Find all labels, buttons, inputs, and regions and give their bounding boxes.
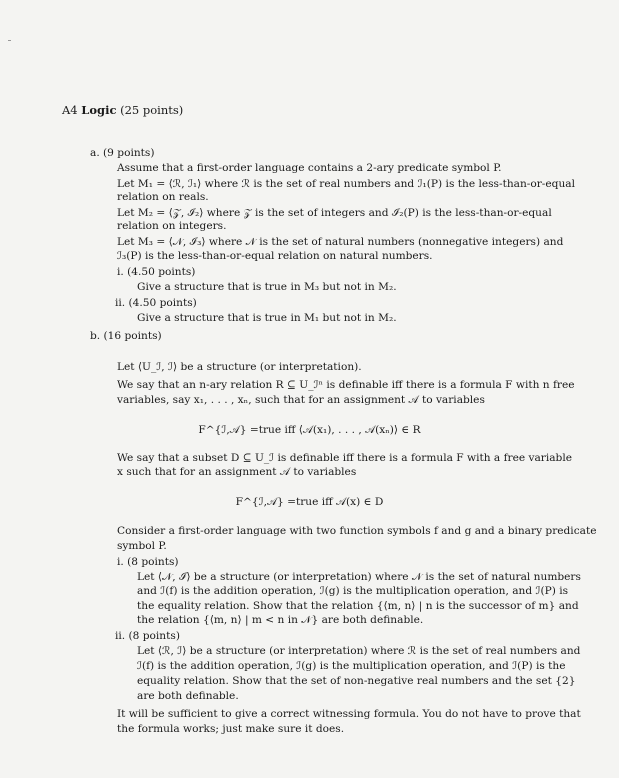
part-b-sub-i-line: the equality relation. Show that the relation {⟨m, n⟩ | n is the successor of m} and: [137, 600, 579, 612]
part-a-sub-i-text: Give a structure that is true in M₃ but not in M₂.: [137, 281, 397, 293]
part-a-line: Assume that a first-order language contains a 2-ary predicate symbol P.: [117, 162, 502, 174]
part-b-mid-line: x such that for an assignment 𝒜 to variables: [117, 466, 357, 478]
part-b-sub-ii-line: Let ⟨ℛ, ℐ⟩ be a structure (or interpretation) where ℛ is the set of real numbers and: [137, 645, 581, 657]
scan-mark: [8, 40, 11, 41]
part-a-sub-i-heading: i. (4.50 points): [117, 266, 196, 278]
problem-title: [62, 104, 183, 116]
part-b-sub-ii-line: equality relation. Show that the set of non-negative real numbers and the set {2}: [137, 675, 576, 687]
closing-line: the formula works; just make sure it does.: [117, 723, 345, 735]
part-b-intro-line: We say that an n-ary relation R ⊆ U_ℐⁿ is definable iff there is a formula F with n free: [117, 379, 575, 391]
problem-points: (25 points): [120, 103, 184, 117]
part-b-consider-line: Consider a first-order language with two function symbols f and g and a binary predicate: [117, 525, 597, 537]
part-a-sub-ii-text: Give a structure that is true in M₁ but not in M₂.: [137, 312, 397, 324]
part-b-sub-i-line: the relation {⟨m, n⟩ | m < n in 𝒩} are both definable.: [137, 614, 424, 626]
part-a-heading: a. (9 points): [90, 147, 155, 159]
part-b-heading: b. (16 points): [90, 330, 162, 342]
part-a-line: Let M₂ = ⟨𝒵, ℐ₂⟩ where 𝒵 is the set of integers and ℐ₂(P) is the less-than-or-equal: [117, 207, 552, 219]
part-a-line: relation on reals.: [117, 191, 209, 203]
part-a-line: Let M₃ = ⟨𝒩, ℐ₃⟩ where 𝒩 is the set of natural numbers (nonnegative integers) and: [117, 236, 564, 248]
part-b-sub-i-line: Let ⟨𝒩, ℐ⟩ be a structure (or interpretation) where 𝒩 is the set of natural numbers: [137, 571, 581, 583]
part-a-sub-ii-heading: ii. (4.50 points): [115, 297, 197, 309]
part-b-sub-i-line: and ℐ(f) is the addition operation, ℐ(g) is the multiplication operation, and ℐ(P) is: [137, 585, 569, 597]
part-b-sub-ii-line: are both definable.: [137, 690, 239, 702]
part-b-consider-line: symbol P.: [117, 540, 167, 552]
problem-label: A4: [62, 103, 78, 117]
part-a-line: ℐ₃(P) is the less-than-or-equal relation on natural numbers.: [117, 250, 433, 262]
formula-relation-definable: F^{ℐ,𝒜} =true iff ⟨𝒜(x₁), . . . , 𝒜(xₙ)⟩ ∈ R: [198, 424, 421, 436]
part-b-intro-line: variables, say x₁, . . . , xₙ, such that for an assignment 𝒜 to variables: [117, 394, 485, 406]
formula-subset-definable: F^{ℐ,𝒜} =true iff 𝒜(x) ∈ D: [235, 496, 384, 508]
closing-line: It will be sufficient to give a correct witnessing formula. You do not have to prove that: [117, 708, 581, 720]
part-b-mid-line: We say that a subset D ⊆ U_ℐ is definable iff there is a formula F with a free variable: [117, 452, 572, 464]
part-a-line: Let M₁ = ⟨ℛ, ℐ₁⟩ where ℛ is the set of real numbers and ℐ₁(P) is the less-than-or-equal: [117, 178, 575, 190]
part-b-sub-i-heading: i. (8 points): [117, 556, 179, 568]
part-a-line: relation on integers.: [117, 220, 227, 232]
part-b-sub-ii-line: ℐ(f) is the addition operation, ℐ(g) is the multiplication operation, and ℐ(P) is the: [137, 660, 566, 672]
part-b-sub-ii-heading: ii. (8 points): [115, 630, 180, 642]
problem-topic: Logic: [81, 103, 117, 117]
part-b-intro-line: Let ⟨U_ℐ, ℐ⟩ be a structure (or interpretation).: [117, 361, 362, 373]
